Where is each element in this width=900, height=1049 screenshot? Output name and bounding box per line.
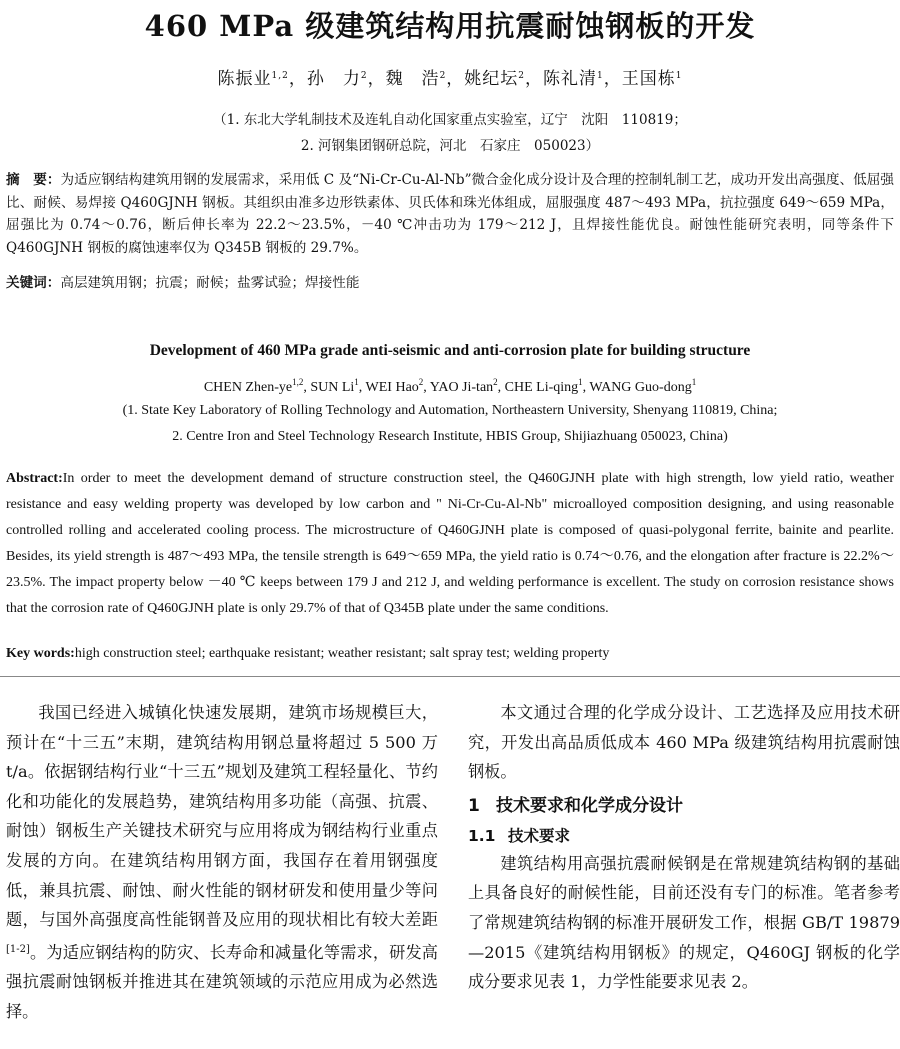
abstract-en [6, 466, 894, 622]
keywords-en-text: high construction steel; earthquake resistant; weather resistant; salt spray test; welding property [74, 646, 610, 661]
section-divider [0, 676, 900, 677]
abstract-zh [6, 169, 894, 259]
section-heading-1: 1 技术要求和化学成分设计 [468, 795, 683, 816]
body-paragraph: 建筑结构用高强抗震耐候钢是在常规建筑结构钢的基础上具备良好的耐候性能，目前还没有专门的标准。笔者参考了常规建筑结构钢的标准开展研发工作，根据 GB/T 19879—2015《建筑结构用钢板》的规定，Q460GJ 钢板的化学成分要求见表 1，力学性能要求见表 2。 [468, 853, 900, 992]
authors-en: CHEN Zhen-ye$^{1,2}$, SUN Li$^1$, WEI Hao$^2$, YAO $Ji-\tan^2$, CHE Li-qing$^1$, WANG Guo-dong$^1$ [203, 377, 697, 395]
abstract-en-text: In order to meet the development demand of structure construction steel, the Q460GJNH plate with high strength, low yield ratio, weather resistance and easy welding property was developed by low carbon and " Ni-Cr-Cu-Al-Nb" microalloyed composition designing, and using reasonable controlled rolling and accelerated cooling process. The microstructure of Q460GJNH plate is composed of quasi-polygonal ferrite, bainite and pearlite. Besides, its yield strength is 487～493 MPa, the tensile strength is 649～659 MPa, the yield ratio is 0.74～0.76, and the elongation after fracture is 22.2%～23.5%. The impact property below －40 ℃ keeps between 179 J and 212 J, and welding performance is excellent. The study on corrosion resistance shows that the corrosion rate of Q460GJNH plate is only 29.7% of that of Q345B plate under the same conditions. [6, 471, 894, 616]
affiliation-zh-1: （1. 东北大学轧制技术及连轧自动化国家重点实验室，辽宁 沈阳 110819； [213, 112, 687, 128]
keywords-zh [6, 272, 894, 295]
body-left-column [6, 698, 438, 1027]
section-heading-1-1: 1.1 技术要求 [468, 826, 571, 845]
keywords-zh-label: 关键词： [6, 275, 61, 291]
author-zh: 陈礼清$^1$ [543, 69, 604, 89]
citation: [1-2] [6, 943, 30, 955]
author-en: CHE Li-qing$^1$ [504, 377, 583, 395]
body-paragraph: 本文通过合理的化学成分设计、工艺选择及应用技术研究，开发出高品质低成本 460 MPa 级建筑结构用抗震耐蚀钢板。 [468, 703, 900, 782]
author-en: YAO $Ji-\tan^2$ [429, 377, 498, 395]
abstract-zh-text: 为适应钢结构建筑用钢的发展需求，采用低 C 及“Ni-Cr-Cu-Al-Nb”微合金化成分设计及合理的控制轧制工艺，成功开发出高强度、低屈强比、耐候、易焊接 Q460GJNH 钢板。其组织由准多边形铁素体、贝氏体和珠光体组成，屈服强度 487～493 MPa，抗拉强度 649～659 MPa，屈强比为 0.74～0.76，断后伸长率为 22.2～23.5%，－40 ℃冲击功为 179～212 J，且焊接性能优良。耐蚀性能研究表明，同等条件下 Q460GJNH 钢板的腐蚀速率仅为 Q345B 钢板的 29.7%。 [6, 172, 894, 256]
body-right-column [468, 698, 900, 997]
authors-zh: 陈振业$^{1,2}$，孙 力$^2$，魏 浩$^2$，姚纪坛$^2$，陈礼清$^1$，王国栋$^1$ [217, 69, 683, 89]
keywords-en [6, 646, 894, 662]
author-zh: 姚纪坛$^2$ [464, 69, 526, 89]
author-en: WEI Hao$^2$ [365, 377, 424, 395]
author-zh: 孙 力$^2$ [306, 69, 368, 89]
affiliation-en-1: (1. State Key Laboratory of Rolling Technology and Automation, Northeastern University, Shenyang 110819, China; [122, 403, 778, 418]
paper-title: 460 MPa 级建筑结构用抗震耐蚀钢板的开发 [144, 9, 756, 43]
affiliation-zh-2: 2. 河钢集团钢研总院，河北 石家庄 050023） [300, 138, 600, 154]
author-en: CHEN Zhen-ye$^{1,2}$ [203, 377, 304, 395]
author-zh: 陈振业$^{1,2}$ [217, 69, 289, 89]
keywords-en-label: Key words: [6, 646, 75, 661]
paper-title-en: Development of 460 MPa grade anti-seismic and anti-corrosion plate for building structure [149, 342, 751, 359]
body-paragraph: 我国已经进入城镇化快速发展期，建筑市场规模巨大，预计在“十三五”末期，建筑结构用钢总量将超过 5 500 万 t/a。依据钢结构行业“十三五”规划及建筑工程轻量化、节约化和功能化的发展趋势，建筑结构用多功能（高强、抗震、耐蚀）钢板生产关键技术研究与应用将成为钢结构行业重点发展的方向。在建筑结构用钢方面，我国存在着用钢强度低，兼具抗震、耐蚀、耐火性能的钢材研发和使用量少等问题，与国外高强度高性能钢普及应用的现状相比有较大差距[1-2]。为适应钢结构的防灾、长寿命和减量化等需求，研发高强抗震耐蚀钢板并推进其在建筑领域的示范应用成为必然选择。 [6, 703, 438, 1021]
author-en: WANG Guo-dong$^1$ [589, 377, 697, 395]
author-zh: 王国栋$^1$ [621, 69, 683, 89]
keywords-zh-text: 高层建筑用钢；抗震；耐候；盐雾试验；焊接性能 [60, 275, 360, 291]
author-zh: 魏 浩$^2$ [385, 69, 447, 89]
affiliation-en-2: 2. Centre Iron and Steel Technology Research Institute, HBIS Group, Shijiazhuang 050023, China) [172, 429, 728, 444]
abstract-en-label: Abstract: [6, 471, 63, 486]
abstract-zh-label: 摘 要： [6, 172, 61, 188]
author-en: SUN Li$^1$ [310, 377, 359, 395]
